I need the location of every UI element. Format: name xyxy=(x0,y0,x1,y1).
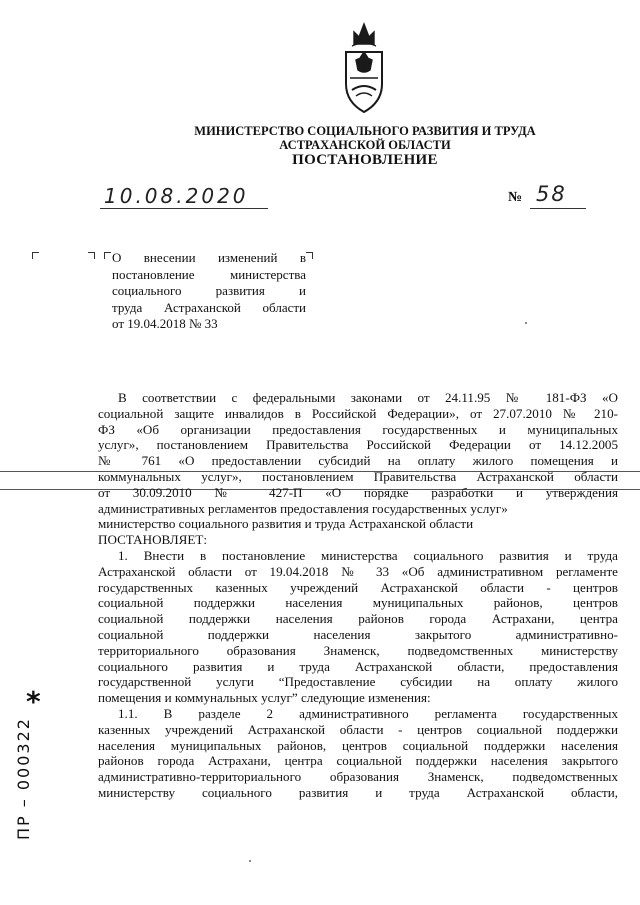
body-line: 1.1. В разделе 2 административного регламента государственных xyxy=(118,705,618,721)
body-line: министерство социального развития и труда Астраханской области xyxy=(98,516,474,532)
body-line: коммунальных услуг», постановлением Правительства Астраханской области xyxy=(98,468,618,484)
body-line: населения муниципальных районов, центров социальной поддержки населения xyxy=(98,737,618,753)
body-line: министерству социального развития и труда Астраханской области, xyxy=(98,784,618,800)
scan-speck xyxy=(249,860,251,862)
body-line: ПОСТАНОВЛЯЕТ: xyxy=(98,532,208,548)
document-number: 58 xyxy=(536,182,567,206)
ministry-name-line2: АСТРАХАНСКОЙ ОБЛАСТИ xyxy=(279,138,451,152)
body-line: услуг», постановлением Правительства Российской Федерации от 14.12.2005 xyxy=(98,437,618,453)
subject-block xyxy=(112,250,306,333)
body-line: 1. Внести в постановление министерства социального развития и труда xyxy=(118,547,618,563)
document-type: ПОСТАНОВЛЕНИЕ xyxy=(292,152,438,168)
subject-line: социального развития и xyxy=(112,283,306,298)
registration-number: ПР – 000322 xyxy=(14,717,33,840)
corner-mark xyxy=(104,252,111,259)
coat-of-arms-icon xyxy=(336,12,392,120)
subject-line: труда Астраханской области xyxy=(112,299,306,315)
body-line: территориального образования Знаменск, подведомственных министерству xyxy=(98,642,618,658)
body-line: государственной услуги “Предоставление субсидии на оплату жилого xyxy=(98,674,618,690)
body-line: районов города Астрахани, центра социальной поддержки населения закрытого xyxy=(98,753,618,769)
body-line: государственных казенных учреждений Астраханской области - центров xyxy=(98,579,618,595)
body-line: административных регламентов предоставления государственных услуг» xyxy=(98,500,508,516)
subject-line: от 19.04.2018 № 33 xyxy=(112,316,218,331)
body-line: ФЗ «Об организации предоставления государственных и муниципальных xyxy=(98,421,618,437)
date-underline xyxy=(100,208,268,209)
body-line: казенных учреждений Астраханской области - центров социальной поддержки xyxy=(98,721,618,737)
document-body xyxy=(98,390,618,801)
corner-mark xyxy=(32,252,39,259)
document-date: 10.08.2020 xyxy=(104,184,249,208)
body-line: помещения и коммунальных услуг” следующие изменения: xyxy=(98,690,431,706)
number-label: № xyxy=(508,190,523,205)
corner-mark xyxy=(306,252,313,259)
body-line: № 761 «О предоставлении субсидий на оплату жилого помещения и xyxy=(98,453,618,469)
body-line: социального развития и труда Астраханской области, предоставления xyxy=(98,658,618,674)
body-line: административно-территориального образования Знаменск, подведомственных xyxy=(98,769,618,785)
body-line: В соответствии с федеральными законами от 24.11.95 № 181-ФЗ «О xyxy=(118,390,618,405)
subject-line: О внесении изменений в xyxy=(112,250,306,265)
body-line: Астраханской области от 19.04.2018 № 33 «Об административном регламенте xyxy=(98,563,618,579)
number-underline xyxy=(530,208,586,209)
body-line: социальной защите инвалидов в Российской Федерации», от 27.07.2010 № 210- xyxy=(98,405,618,421)
body-line: социальной поддержки населения закрытого административно- xyxy=(98,626,618,642)
subject-line: постановление министерства xyxy=(112,266,306,282)
corner-mark xyxy=(88,252,95,259)
scan-speck xyxy=(525,322,527,324)
body-line: от 30.09.2010 № 427-П «О порядке разработки и утверждения xyxy=(98,484,618,500)
asterisk-mark: * xyxy=(26,685,41,718)
body-line: социальной поддержки населения муниципальных районов, центров xyxy=(98,595,618,611)
ministry-name-line1: МИНИСТЕРСТВО СОЦИАЛЬНОГО РАЗВИТИЯ И ТРУДА xyxy=(194,124,536,138)
body-line: социальной поддержки населения районов города Астрахани, центра xyxy=(98,611,618,627)
